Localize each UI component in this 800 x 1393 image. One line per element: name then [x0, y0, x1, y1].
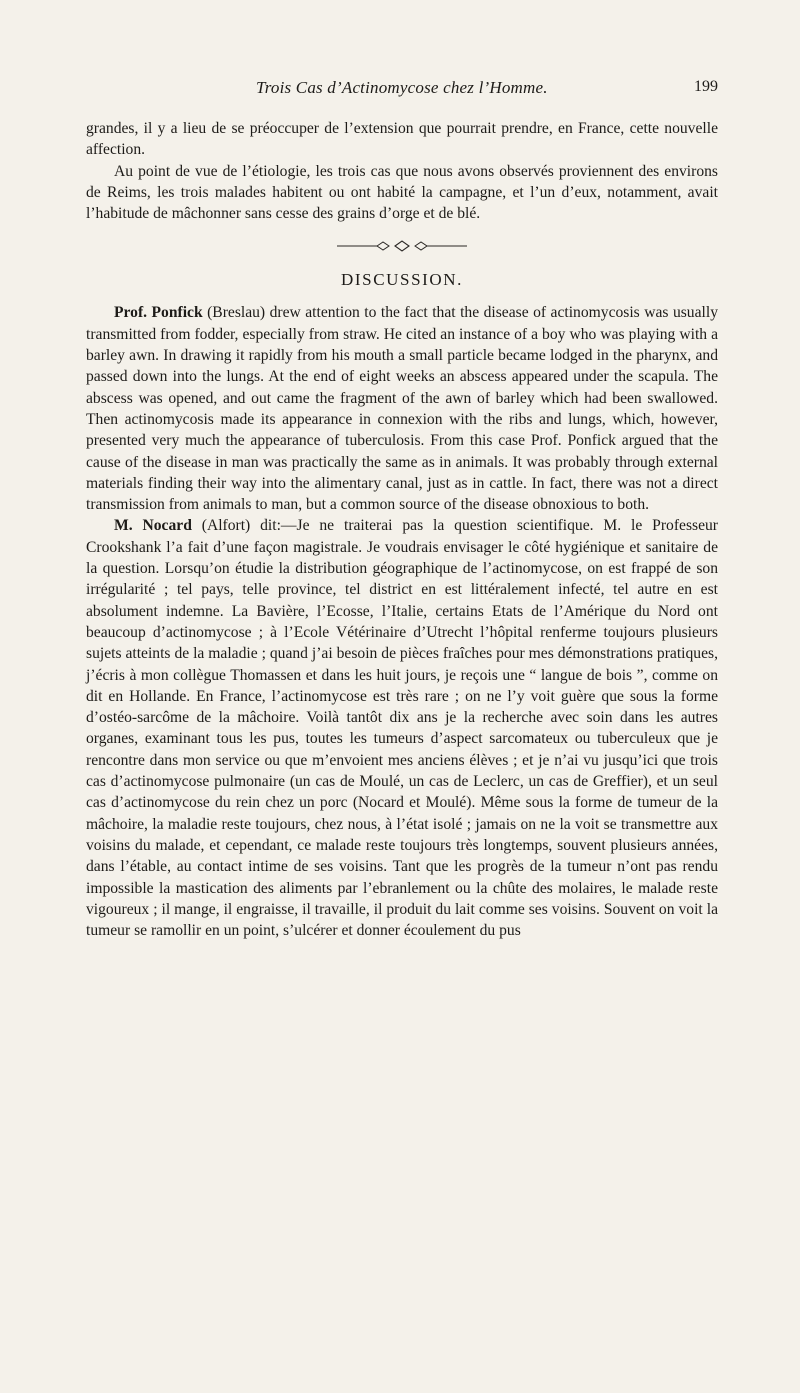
running-title: Trois Cas d’Actinomycose chez l’Homme.	[256, 78, 548, 97]
discussion-entry-nocard	[86, 515, 718, 941]
discussion-entry-ponfick	[86, 302, 718, 515]
running-head	[86, 78, 718, 100]
speaker-name: M. Nocard	[114, 517, 192, 535]
speaker-remarks: (Breslau) drew attention to the fact that the disease of actinomycosis was usually transmitted from fodder, especially from straw. He cited an instance of a boy who was playing with a barley awn. In drawing it rapidly from his mouth a small particle became lodged in the pharynx, and passed down into the lungs. At the end of eight weeks an abscess appeared under the scapula. The abscess was opened, and out came the fragment of the awn of barley which had been swallowed. Then actinomycosis made its appearance in connexion with the ribs and lungs, which, however, presented very much the appearance of tuberculosis. From this case Prof. Ponfick argued that the cause of the disease in man was practically the same as in animals. It was probably through external materials finding their way into the alimentary canal, just as in cattle. In fact, there was not a direct transmission from animals to man, but a common source of the disease obnoxious to both.	[86, 304, 718, 514]
speaker-name: Prof. Ponfick	[114, 304, 203, 322]
intro-paragraph-etiology: Au point de vue de l’étiologie, les trois cas que nous avons observés proviennent des environs de Reims, les trois malades habitent ou ont habité la campagne, et l’un d’eux, notamment, avait l’habitude de mâchonner sans cesse des grains d’orge et de blé.	[86, 162, 718, 223]
body-text	[86, 118, 718, 941]
speaker-remarks: (Alfort) dit:—Je ne traiterai pas la question scientifique. M. le Professeur Crookshank l’a fait d’une façon magistrale. Je voudrais envisager le côté hygiénique et sanitaire de la question. Lorsqu’on étudie la distribution géographique de l’actinomycose, on est frappé de son irrégularité ; tel pays, telle province, tel district en est littéralement infecté, tel autre en est absolument indemne. La Bavière, l’Ecosse, l’Italie, certains Etats de l’Amérique du Nord ont beaucoup d’actinomycose ; à l’Ecole Vétérinaire d’Utrecht l’hôpital renferme toujours plusieurs sujets atteints de la maladie ; quand j’ai besoin de pièces fraîches pour mes démonstrations pratiques, j’écris à mon collègue Thomassen et dans les huit jours, je reçois une “ langue de bois ”, comme on dit en Hollande. En France, l’actinomycose est très rare ; on ne l’y voit guère que sous la forme d’ostéo-sarcôme de la mâchoire. Voilà tantôt dix ans je la recherche avec soin dans les autres organes, examinant tous les pus, toutes les tumeurs d’aspect sarcomateux ou tuberculeux que je rencontre dans mon service ou que m’envoient mes anciens élèves ; et je n’ai vu jusqu’ici que trois cas d’actinomycose pulmonaire (un cas de Moulé, un cas de Leclerc, un cas de Greffier), et un seul cas d’actinomycose du rein chez un porc (Nocard et Moulé). Même sous la forme de tumeur de la mâchoire, la maladie reste toujours, chez nous, à l’état isolé ; jamais on ne la voit se transmettre aux voisins du malade, et cependant, ce malade reste toujours très longtemps, souvent plusieurs années, dans l’étable, au contact intime de ses voisins. Tant que les progrès de la tumeur n’ont pas rendu impossible la mastication des aliments par l’ebranlement ou la chûte des molaires, le malade reste vigoureux ; il mange, il engraisse, il travaille, il produit du lait comme ses voisins. Souvent on voit la tumeur se ramollir en un point, s’ulcérer et donner écoulement du pus	[86, 517, 718, 940]
section-ornament	[337, 240, 467, 252]
section-heading-discussion: DISCUSSION.	[341, 270, 463, 290]
page-number: 199	[694, 78, 718, 95]
intro-paragraph-continued: grandes, il y a lieu de se préoccuper de l’extension que pourrait prendre, en France, cette nouvelle affection.	[86, 120, 718, 159]
